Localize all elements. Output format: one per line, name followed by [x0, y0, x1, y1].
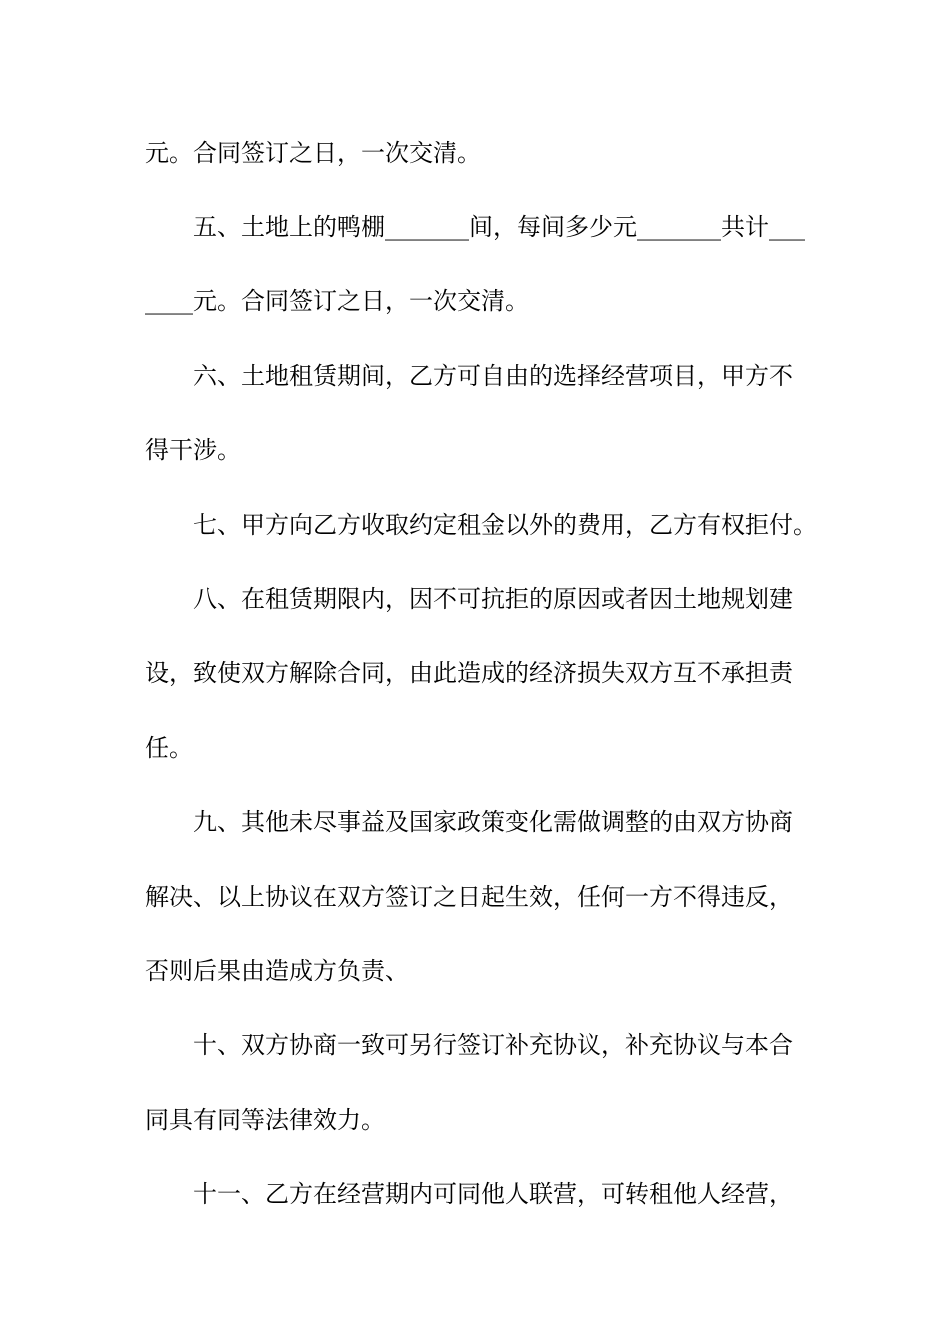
text-line: 设，致使双方解除合同，由此造成的经济损失双方互不承担责 — [145, 659, 793, 687]
text-line: 元。合同签订之日，一次交清。 — [145, 139, 481, 167]
text-line: 六、土地租赁期间，乙方可自由的选择经营项目，甲方不 — [193, 362, 793, 390]
text-line: 十一、乙方在经营期内可同他人联营，可转租他人经营， — [193, 1180, 793, 1208]
text-line: 任。 — [145, 734, 193, 762]
text-line: 否则后果由造成方负责、 — [145, 957, 409, 985]
text-line: 八、在租赁期限内，因不可抗拒的原因或者因土地规划建 — [193, 585, 793, 613]
text-line: 七、甲方向乙方收取约定租金以外的费用，乙方有权拒付。 — [193, 511, 817, 539]
text-line: 九、其他未尽事益及国家政策变化需做调整的由双方协商 — [193, 808, 793, 836]
text-line: 同具有同等法律效力。 — [145, 1106, 385, 1134]
text-line: 得干涉。 — [145, 436, 241, 464]
text-line: 五、土地上的鸭棚_______间，每间多少元_______共计___ — [193, 213, 805, 241]
text-line: 解决、以上协议在双方签订之日起生效，任何一方不得违反， — [145, 883, 793, 911]
text-line: ____元。合同签订之日，一次交清。 — [145, 287, 529, 315]
text-line: 十、双方协商一致可另行签订补充协议，补充协议与本合 — [193, 1031, 793, 1059]
